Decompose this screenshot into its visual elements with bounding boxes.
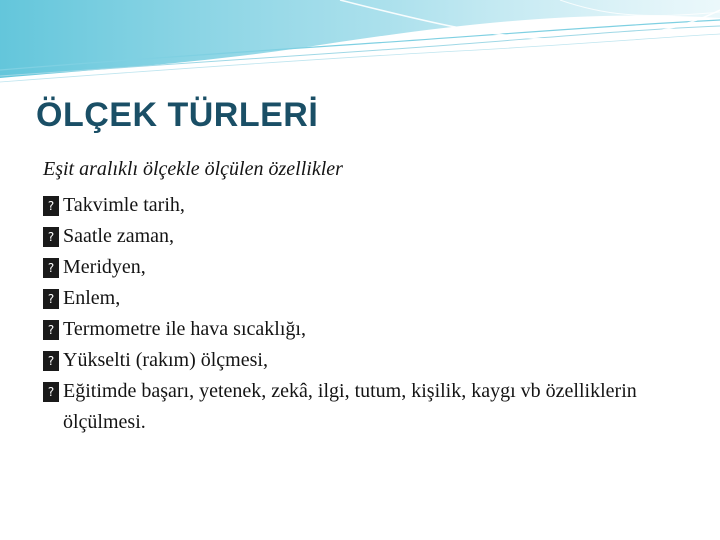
list-item	[43, 252, 683, 283]
list-item-text: Enlem,	[63, 287, 121, 309]
bullet-icon: ?	[43, 289, 59, 309]
list-item-text: Termometre ile hava sıcaklığı,	[63, 318, 306, 340]
bullet-list	[43, 190, 683, 438]
bullet-icon: ?	[43, 351, 59, 371]
list-item-text: Saatle zaman,	[63, 225, 175, 247]
list-item-text: Takvimle tarih,	[63, 194, 185, 216]
list-item-text: Yükselti (rakım) ölçmesi,	[63, 349, 268, 371]
list-item	[43, 190, 683, 221]
list-item	[43, 314, 683, 345]
list-item	[43, 345, 683, 376]
list-item	[43, 283, 683, 314]
bullet-icon: ?	[43, 320, 59, 340]
bullet-icon: ?	[43, 227, 59, 247]
list-item	[43, 376, 683, 438]
bullet-icon: ?	[43, 196, 59, 216]
slide-title: ÖLÇEK TÜRLERİ	[36, 96, 319, 134]
bullet-icon: ?	[43, 382, 59, 402]
list-item-text: Meridyen,	[63, 256, 146, 278]
list-item-text: Eğitimde başarı, yetenek, zekâ, ilgi, tutum, kişilik, kaygı vb özelliklerin ölçülmesi.	[63, 380, 637, 433]
bullet-icon: ?	[43, 258, 59, 278]
slide-subtitle: Eşit aralıklı ölçekle ölçülen özellikler	[43, 158, 343, 180]
header-wave-decoration	[0, 0, 720, 100]
list-item	[43, 221, 683, 252]
